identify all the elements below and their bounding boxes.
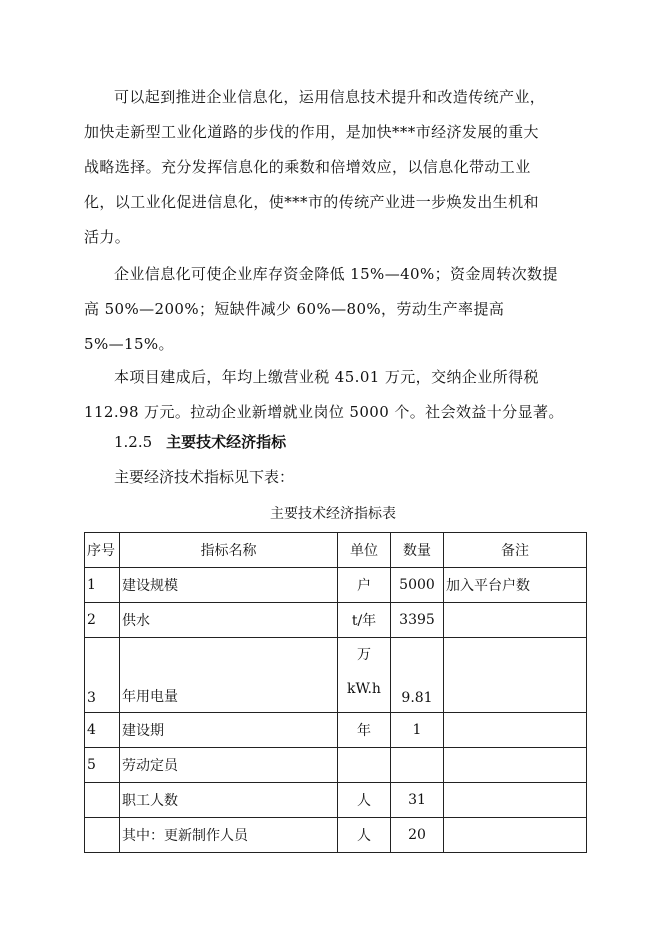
- cell-note: [444, 783, 587, 818]
- cell-unit: [338, 638, 391, 713]
- cell-note: [444, 713, 587, 748]
- cell-note: [444, 638, 587, 713]
- header-qty: 数量: [391, 533, 444, 568]
- cell-note: [444, 818, 587, 853]
- section-heading: [114, 430, 286, 454]
- cell-name: 职工人数: [120, 783, 338, 818]
- table-row: [85, 713, 587, 748]
- text-line: 战略选择。充分发挥信息化的乘数和倍增效应，以信息化带动工业: [84, 158, 531, 176]
- cell-qty: 20: [391, 818, 444, 853]
- cell-name: 年用电量: [120, 638, 338, 713]
- cell-name: 建设期: [120, 713, 338, 748]
- table-caption: 主要技术经济指标表: [270, 506, 396, 522]
- unit-line-1: 万: [357, 647, 371, 663]
- cell-seq: 2: [85, 603, 120, 638]
- cell-unit: 年: [338, 713, 391, 748]
- paragraph-enterprise-efficiency: [84, 257, 584, 362]
- text-line: 企业信息化可使企业库存资金降低 15%—40%；资金周转次数提: [114, 265, 558, 283]
- cell-note: [444, 748, 587, 783]
- header-note: 备注: [444, 533, 587, 568]
- cell-qty: 1: [391, 713, 444, 748]
- text-line: 可以起到推进企业信息化，运用信息技术提升和改造传统产业，: [114, 88, 546, 106]
- cell-name: 劳动定员: [120, 748, 338, 783]
- cell-note: [444, 603, 587, 638]
- header-seq: 序号: [85, 533, 120, 568]
- text-line: 本项目建成后，年均上缴营业税 45.01 万元，交纳企业所得税: [114, 368, 539, 386]
- section-title: 主要技术经济指标: [166, 433, 287, 451]
- header-unit: 单位: [338, 533, 391, 568]
- cell-name: 供水: [120, 603, 338, 638]
- text-line: 加快走新型工业化道路的步伐的作用，是加快***市经济发展的重大: [84, 123, 539, 141]
- cell-seq: [85, 818, 120, 853]
- cell-unit: 户: [338, 568, 391, 603]
- indicators-table: [84, 532, 587, 853]
- cell-seq: 5: [85, 748, 120, 783]
- text-line: 112.98 万元。拉动企业新增就业岗位 5000 个。社会效益十分显著。: [84, 403, 564, 421]
- table-row: [85, 568, 587, 603]
- cell-seq: 3: [85, 638, 120, 713]
- paragraph-informatization-benefits: [84, 80, 584, 255]
- table-row: [85, 748, 587, 783]
- table-row: [85, 603, 587, 638]
- cell-unit: 人: [338, 818, 391, 853]
- text-line: 5%—15%。: [84, 335, 174, 353]
- cell-seq: 4: [85, 713, 120, 748]
- text-line: 高 50%—200%；短缺件减少 60%—80%，劳动生产率提高: [84, 300, 505, 318]
- cell-unit: 人: [338, 783, 391, 818]
- section-number: 1.2.5: [114, 433, 153, 451]
- cell-qty: 9.81: [391, 638, 444, 713]
- cell-qty: 5000: [391, 568, 444, 603]
- paragraph-project-outcomes: [84, 360, 584, 430]
- cell-note: 加入平台户数: [444, 568, 587, 603]
- cell-qty: [391, 748, 444, 783]
- cell-unit: t/年: [338, 603, 391, 638]
- table-row: [85, 638, 587, 713]
- cell-seq: 1: [85, 568, 120, 603]
- header-name: 指标名称: [120, 533, 338, 568]
- table-row: [85, 783, 587, 818]
- text-line: 活力。: [84, 228, 131, 246]
- section-intro: 主要经济技术指标见下表：: [114, 468, 295, 486]
- cell-seq: [85, 783, 120, 818]
- table-row: [85, 818, 587, 853]
- cell-qty: 31: [391, 783, 444, 818]
- cell-unit: [338, 748, 391, 783]
- cell-qty: 3395: [391, 603, 444, 638]
- text-line: 化，以工业化促进信息化，使***市的传统产业进一步焕发出生机和: [84, 193, 539, 211]
- unit-line-2: kW.h: [347, 681, 381, 697]
- cell-name: 其中：更新制作人员: [120, 818, 338, 853]
- table-header-row: [85, 533, 587, 568]
- cell-name: 建设规模: [120, 568, 338, 603]
